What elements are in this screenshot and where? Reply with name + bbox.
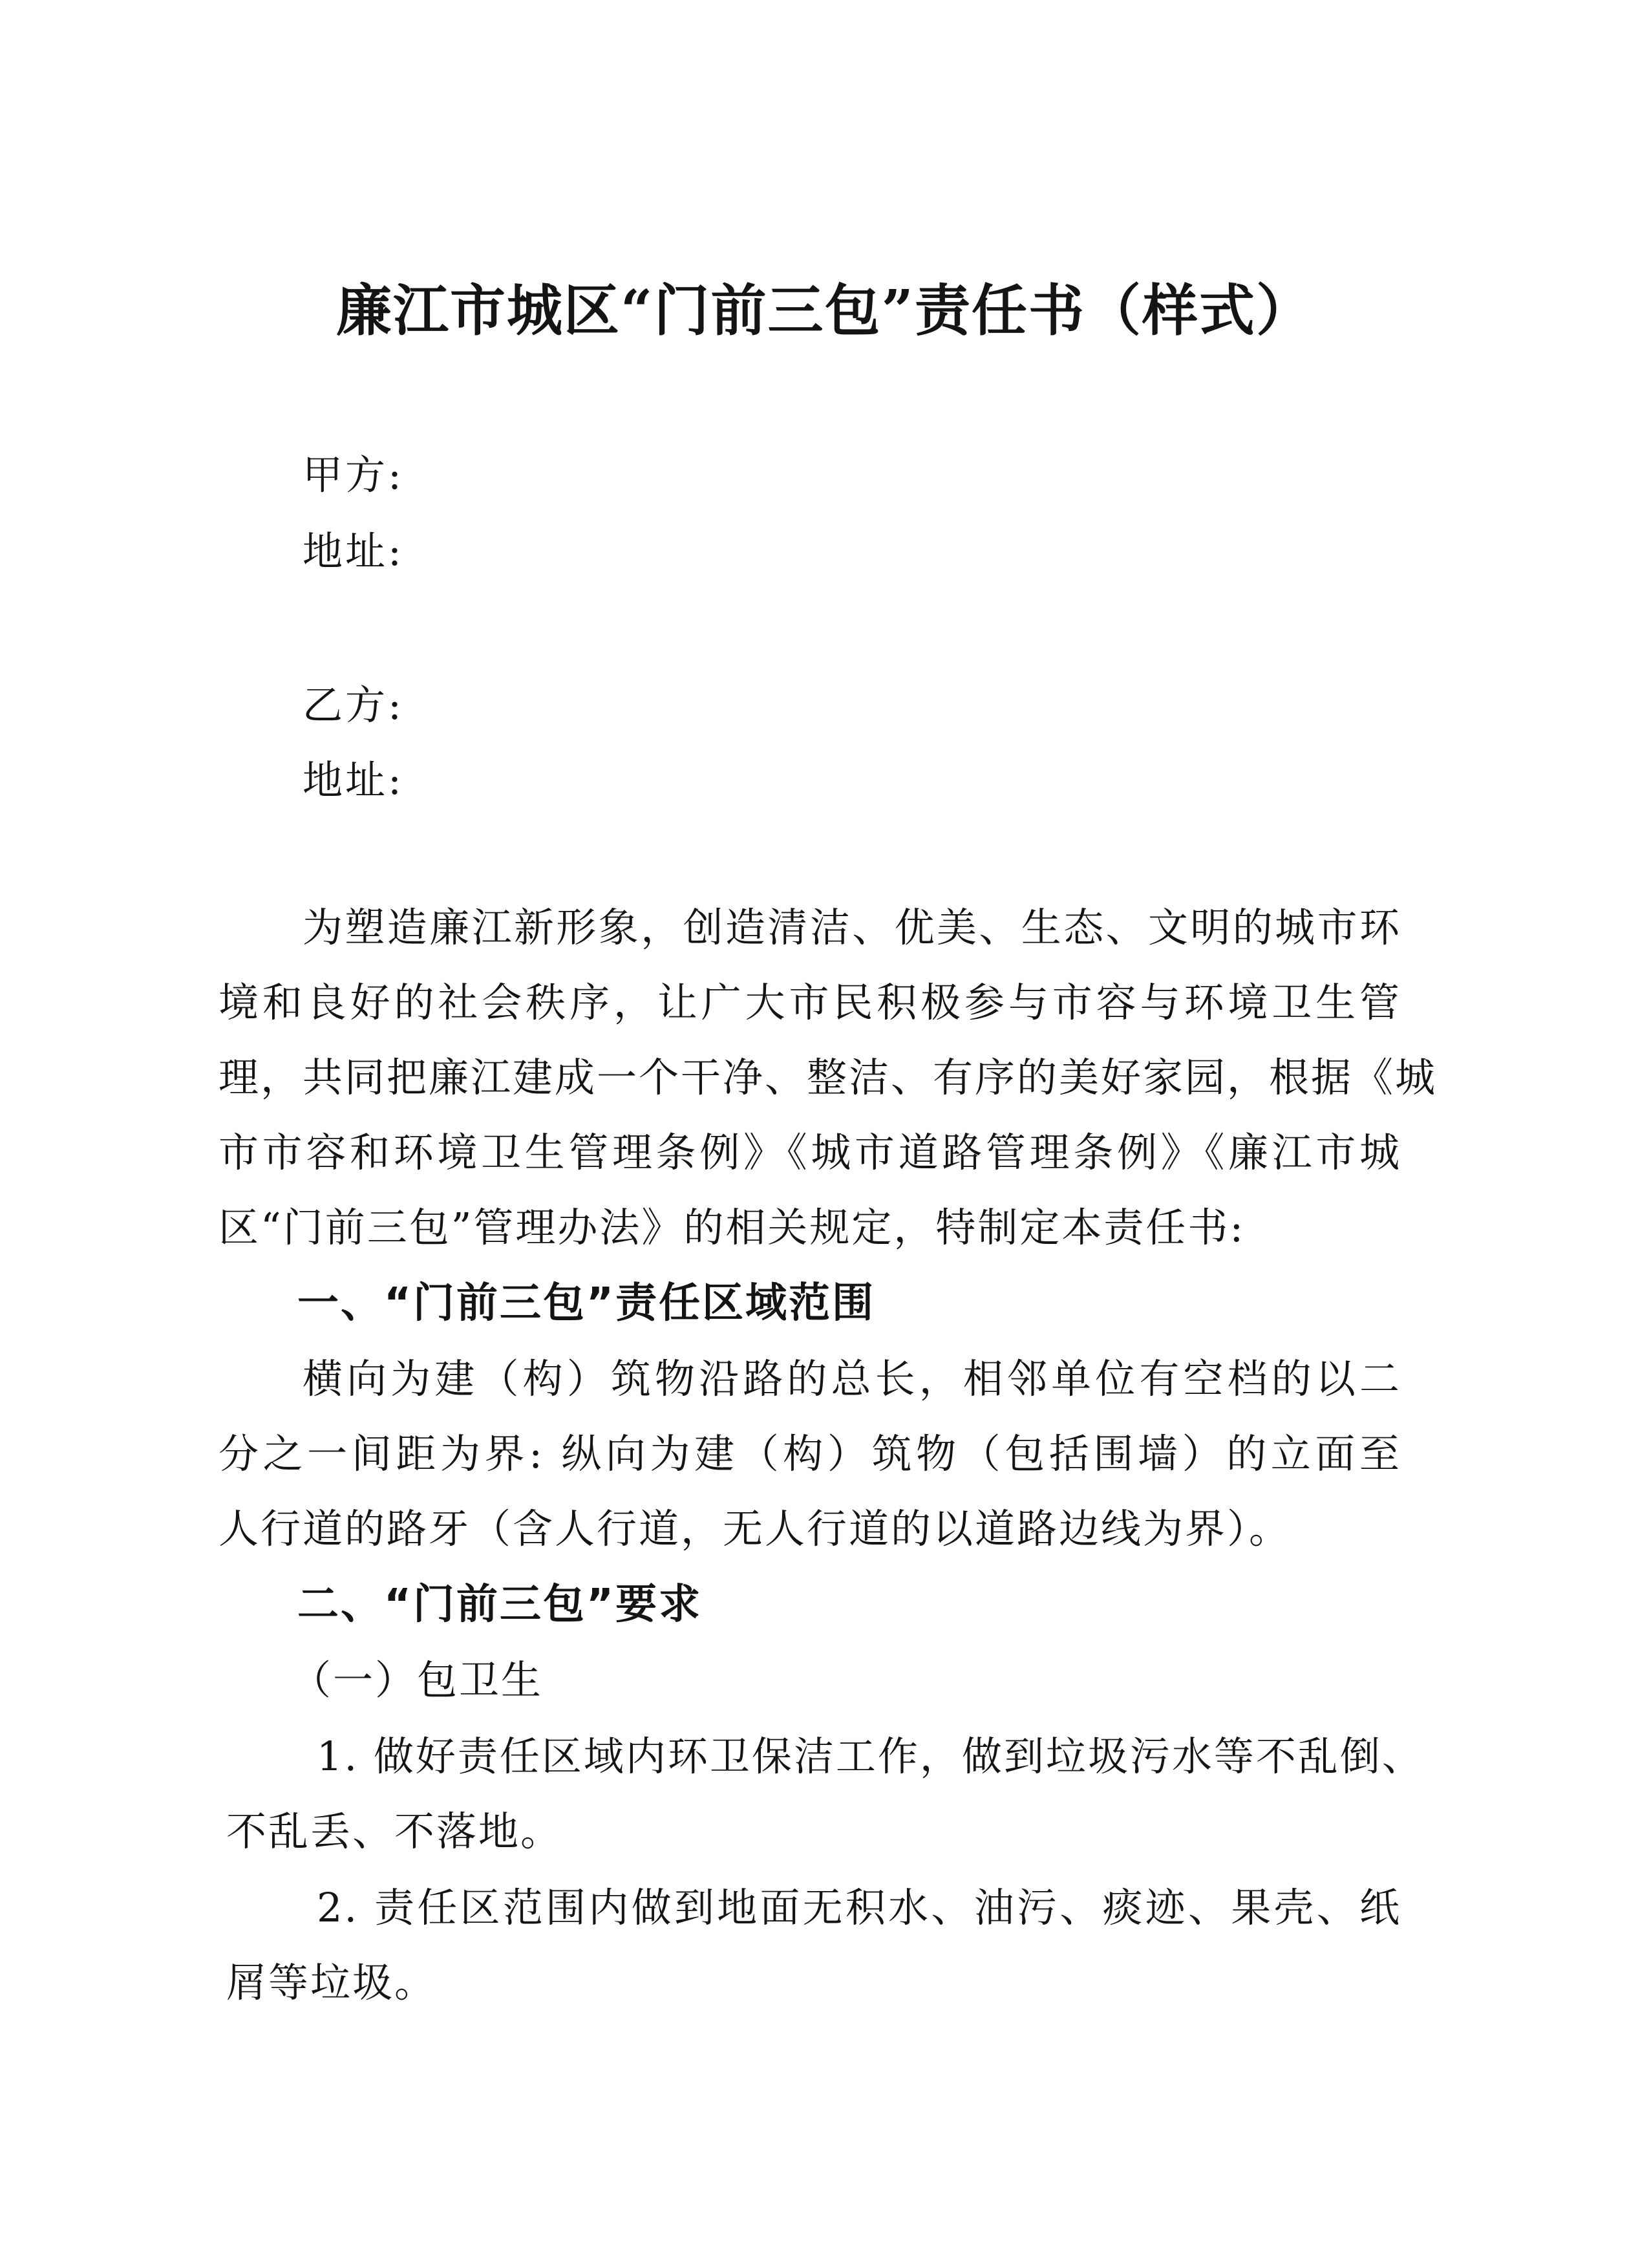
- section-1-line: 横向为建（构）筑物沿路的总长，相邻单位有空档的以二: [303, 1355, 1401, 1402]
- document-title: 廉江市城区“门前三包”责任书（样式）: [336, 278, 1313, 343]
- section-2-heading: 二、“门前三包”要求: [297, 1581, 703, 1629]
- party-b-address-label: 地址:: [303, 756, 404, 804]
- item-1-line: 1. 做好责任区域内环卫保洁工作，做到垃圾污水等不乱倒、: [317, 1733, 1424, 1780]
- party-b-name-label: 乙方:: [303, 681, 404, 729]
- item-2-line: 屑等垃圾。: [226, 1959, 437, 2006]
- section-1-heading: 一、“门前三包”责任区域范围: [297, 1279, 876, 1327]
- preamble-line: 为塑造廉江新形象，创造清洁、优美、生态、文明的城市环: [303, 904, 1401, 951]
- section-2-subheading: （一）包卫生: [291, 1656, 544, 1704]
- preamble-line: 境和良好的社会秩序，让广大市民积极参与市容与环境卫生管: [218, 979, 1401, 1026]
- section-1-line: 人行道的路牙（含人行道，无人行道的以道路边线为界）。: [218, 1505, 1292, 1552]
- section-1-line: 分之一间距为界: 纵向为建（构）筑物（包括围墙）的立面至: [218, 1430, 1401, 1477]
- preamble-line: 区“门前三包”管理办法》的相关规定，特制定本责任书:: [218, 1204, 1246, 1251]
- party-a-address-label: 地址:: [303, 528, 404, 575]
- item-1-line: 不乱丢、不落地。: [226, 1808, 563, 1855]
- item-2-line: 2. 责任区范围内做到地面无积水、油污、痰迹、果壳、纸: [317, 1884, 1401, 1931]
- preamble-line: 理，共同把廉江建成一个干净、整洁、有序的美好家园，根据《城: [218, 1054, 1438, 1101]
- preamble-line: 市市容和环境卫生管理条例》《城市道路管理条例》《廉江市城: [218, 1129, 1401, 1176]
- party-a-name-label: 甲方:: [303, 451, 404, 498]
